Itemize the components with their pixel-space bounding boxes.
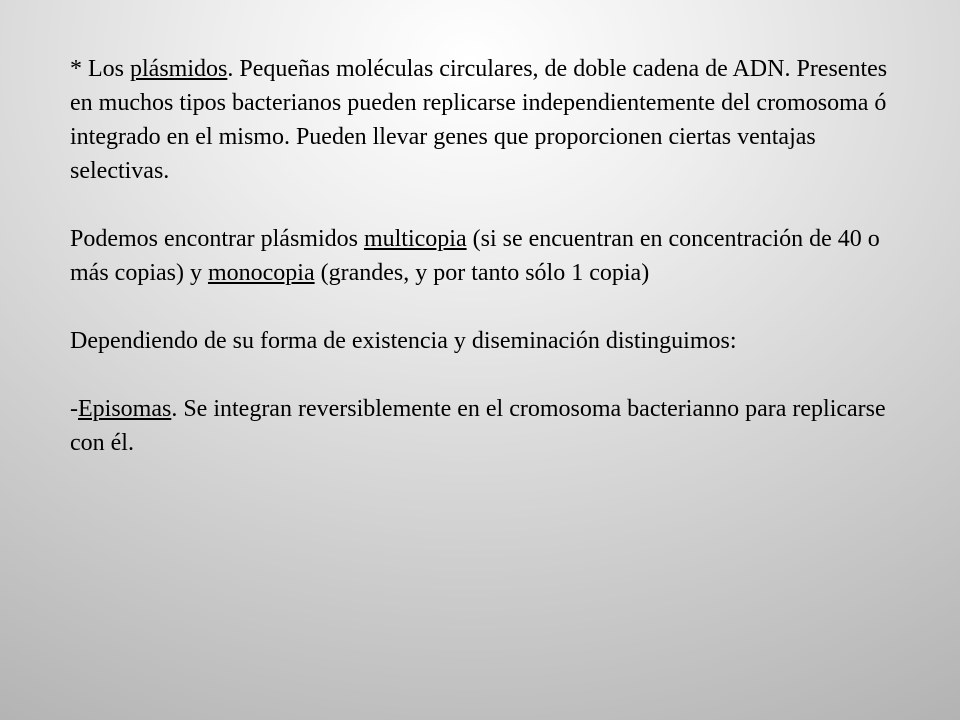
copies-text-2: (si se encuentran en concentración de 40 o más copias) y <box>70 226 880 286</box>
existence-text: Dependiendo de su forma de existencia y diseminación distinguimos: <box>70 328 737 354</box>
term-plasmidos: plásmidos <box>130 56 228 82</box>
slide-body <box>70 52 890 460</box>
paragraph-copies <box>70 222 890 290</box>
term-episomas: Episomas <box>78 396 172 422</box>
paragraph-episomes <box>70 392 890 460</box>
episomes-prefix: - <box>70 396 78 422</box>
episomes-description: . Se integran reversiblemente en el cromosoma bacterianno para replicarse con él. <box>70 396 886 456</box>
plasmids-prefix: * Los <box>70 56 130 82</box>
copies-text-1: Podemos encontrar plásmidos <box>70 226 364 252</box>
copies-text-3: (grandes, y por tanto sólo 1 copia) <box>314 260 650 286</box>
term-multicopia: multicopia <box>363 226 467 252</box>
term-monocopia: monocopia <box>207 260 315 286</box>
paragraph-plasmids <box>70 52 890 188</box>
paragraph-existence <box>70 324 890 358</box>
plasmids-description: . Pequeñas moléculas circulares, de doble cadena de ADN. Presentes en muchos tipos bacterianos pueden replicarse independientemente del cromosoma ó integrado en el mismo. Pueden llevar genes que proporcionen ciertas ventajas selectivas. <box>70 56 888 184</box>
